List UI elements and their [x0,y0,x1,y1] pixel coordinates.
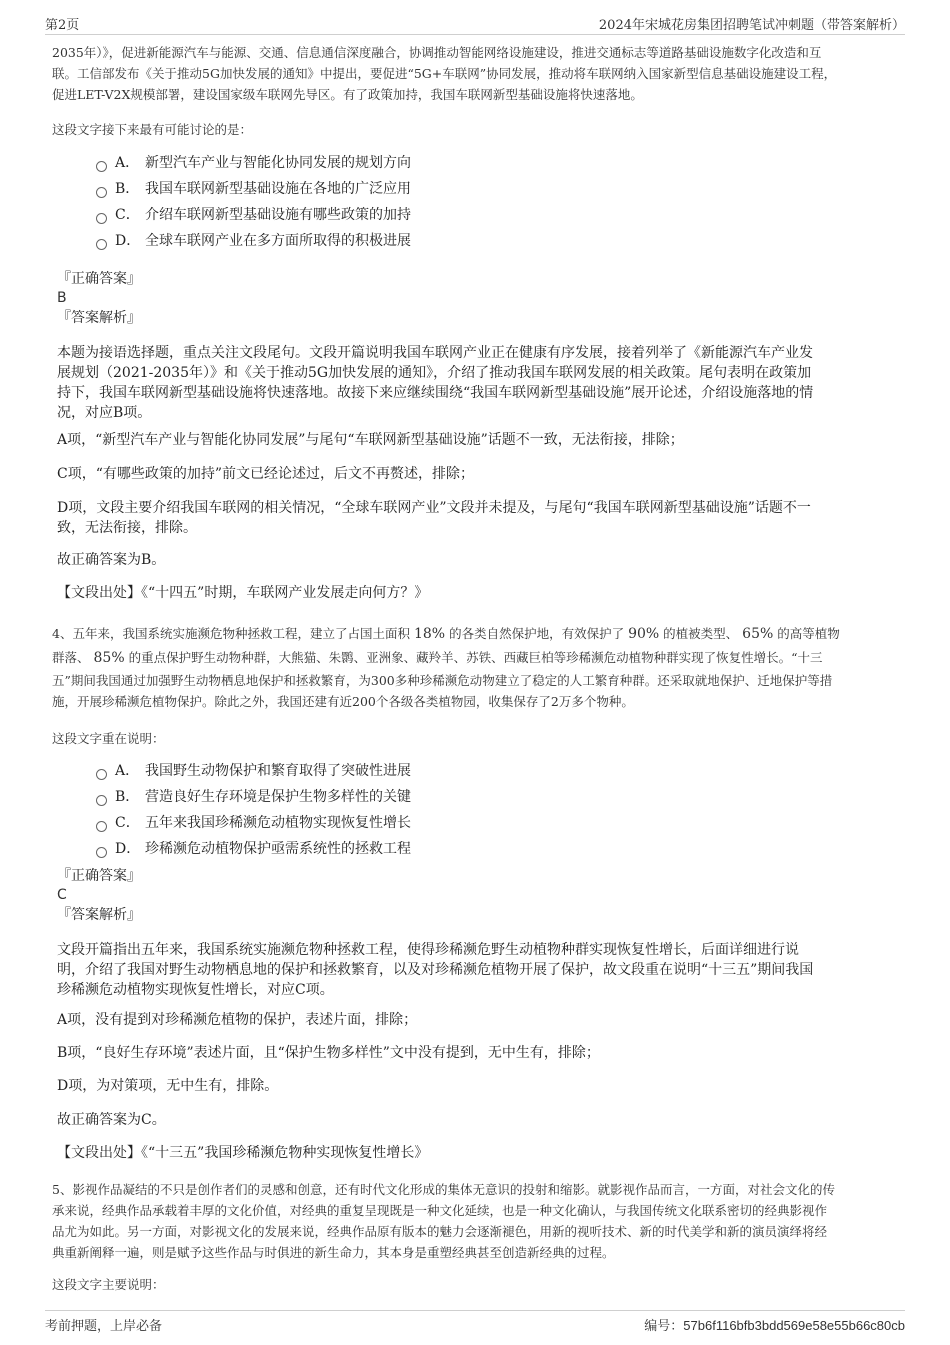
document-code [644,1315,905,1334]
option-letter: B． [115,789,140,805]
q3-passage-line: 2035年）》，促进新能源汽车与能源、交通、信息通信深度融合，协调推动智能网络设施建设，推进交通标志等道路基础设施数字化改造和互 [52,45,822,60]
q4-option-a[interactable] [96,758,411,784]
source-text: 【文段出处】《“十三五”我国珍稀濒危物种实现恢复性增长》 [57,1145,429,1161]
q3-note-a [57,430,891,450]
correct-answer: C [57,887,67,903]
q3-conclusion [57,550,891,570]
q3-answer-block [57,269,891,328]
q4-note-a [57,1010,891,1030]
q4-note-b [57,1043,891,1063]
note-text: A项，没有提到对珍稀濒危植物的保护，表述片面，排除； [57,1012,418,1028]
q5-passage-line: 承来说，经典作品承载着丰厚的文化价值，对经典的重复呈现既是一种文化延续，也是一种文化确认，与我国传统文化联系密切的经典影视作 [52,1203,828,1218]
analysis-line: 持下，我国车联网新型基础设施将快速落地。故接下来应继续围绕“我国车联网新型基础设施”展开论述，介绍设施落地的情 [57,385,814,401]
note-text: A项，“新型汽车产业与智能化协同发展”与尾句“车联网新型基础设施”话题不一致，无法衔接，排除； [57,432,684,448]
radio-icon[interactable] [96,161,107,172]
q5-prompt [52,1275,896,1293]
q5-passage [52,1179,896,1263]
correct-answer-label: 『正确答案』 [57,271,141,287]
analysis-line: 明，介绍了我国对野生动物栖息地的保护和拯救繁育，以及对珍稀濒危植物开展了保护，故文段重在说明“十三五”期间我国 [57,962,814,978]
option-text: 营造良好生存环境是保护生物多样性的关键 [145,789,411,805]
q3-prompt-text: 这段文字接下来最有可能讨论的是： [52,122,253,137]
analysis-label: 『答案解析』 [57,310,141,326]
q3-prompt [52,120,896,138]
q4-note-d [57,1076,891,1096]
analysis-line: 况，对应B项。 [57,405,152,421]
q3-note-c [57,464,891,484]
q4-options [96,758,411,862]
analysis-line: 展规划（2021-2035年）》和《关于推动5G加快发展的通知》，介绍了推动我国车联网发展的相关政策。尾句表明在政策加 [57,365,812,381]
q4-source [57,1143,891,1163]
option-text: 全球车联网产业在多方面所取得的积极进展 [145,233,411,249]
q4-passage-line [52,646,896,670]
code-value: 57b6f116bfb3bdd569e58e55b66c80cb [683,1318,905,1333]
option-letter: A． [115,155,140,171]
q4-analysis [57,940,891,1000]
note-text: D项，文段主要介绍我国车联网的相关情况，“全球车联网产业”文段并未提及，与尾句“我国车联网新型基础设施”话题不一 [57,500,811,516]
q3-note-d [57,498,891,538]
text-run: 4、五年来，我国系统实施濒危物种拯救工程，建立了占国土面积 [52,626,410,641]
note-text: D项，为对策项，无中生有，排除。 [57,1078,279,1094]
correct-answer: B [57,290,67,306]
q4-option-b[interactable] [96,784,411,810]
option-text: 新型汽车产业与智能化协同发展的规划方向 [145,155,411,171]
q5-prompt-text: 这段文字主要说明： [52,1277,165,1292]
q4-option-d[interactable] [96,836,411,862]
document-title: 2024年宋城花房集团招聘笔试冲刺题（带答案解析） [598,18,905,33]
note-text: C项，“有哪些政策的加持”前文已经论述过，后文不再赘述，排除； [57,466,475,482]
q4-passage-line: 施，开展珍稀濒危植物保护。除此之外，我国还建有近200个各级各类植物园，收集保存了2万多个物种。 [52,694,634,709]
analysis-line: 本题为接语选择题，重点关注文段尾句。文段开篇说明我国车联网产业正在健康有序发展，接着列举了《新能源汽车产业发 [57,345,813,361]
q3-passage [52,42,896,105]
option-text: 介绍车联网新型基础设施有哪些政策的加持 [145,207,411,223]
analysis-line: 文段开篇指出五年来，我国系统实施濒危物种拯救工程，使得珍稀濒危野生动植物种群实现恢复性增长，后面详细进行说 [57,942,799,958]
q3-option-c[interactable] [96,202,411,228]
correct-answer-label: 『正确答案』 [57,868,141,884]
page-header [45,10,905,35]
q3-passage-line: 促进LET-V2X规模部署，建设国家级车联网先导区。有了政策加持，我国车联网新型基础设施将快速落地。 [52,87,643,102]
option-text: 我国野生动物保护和繁育取得了突破性进展 [145,763,411,779]
radio-icon[interactable] [96,239,107,250]
option-letter: A． [115,763,140,779]
q4-answer-block [57,866,891,925]
q4-passage-line: 五”期间我国通过加强野生动物栖息地保护和拯救繁育，为300多种珍稀濒危动物建立了稳定的人工繁育种群。还采取就地保护、迁地保护等措 [52,673,833,688]
q3-source [57,583,891,603]
option-letter: B． [115,181,140,197]
percentage: 85% [93,650,125,666]
text-run: 的各类自然保护地，有效保护了 [449,626,625,641]
radio-icon[interactable] [96,795,107,806]
text-run: 的重点保护野生动物种群，大熊猫、朱鹮、亚洲象、藏羚羊、苏铁、西藏巨柏等珍稀濒危动植物种群实现了恢复性增长。“十三 [128,650,823,665]
q3-analysis [57,343,891,423]
radio-icon[interactable] [96,187,107,198]
radio-icon[interactable] [96,769,107,780]
option-letter: C． [115,815,140,831]
percentage: 18% [413,626,446,642]
q5-passage-line: 5、影视作品凝结的不只是创作者们的灵感和创意，还有时代文化形成的集体无意识的投射和缩影。就影视作品而言，一方面，对社会文化的传 [52,1182,835,1197]
note-text: B项，“良好生存环境”表述片面，且“保护生物多样性”文中没有提到，无中生有，排除； [57,1045,600,1061]
q5-passage-line: 品尤为如此。另一方面，对影视文化的发展来说，经典作品原有版本的魅力会逐渐褪色，用新的视听技术、新的时代美学和新的演员演绎将经 [52,1224,828,1239]
conclusion-text: 故正确答案为C。 [57,1112,166,1128]
text-run: 的植被类型、 [663,626,739,641]
radio-icon[interactable] [96,821,107,832]
radio-icon[interactable] [96,847,107,858]
q4-prompt [52,729,896,747]
source-text: 【文段出处】《“十四五”时期，车联网产业发展走向何方？》 [57,585,429,601]
option-text: 我国车联网新型基础设施在各地的广泛应用 [145,181,411,197]
q5-passage-line: 典重新阐释一遍，则是赋予这些作品与时俱进的新生命力，其本身是重塑经典甚至创造新经典的过程。 [52,1245,615,1260]
text-run: 群落、 [52,650,90,665]
q3-option-a[interactable] [96,150,411,176]
page-footer [45,1310,905,1333]
radio-icon[interactable] [96,213,107,224]
option-text: 五年来我国珍稀濒危动植物实现恢复性增长 [145,815,411,831]
note-text: 致，无法衔接，排除。 [57,520,197,536]
footer-slogan: 考前押题，上岸必备 [45,1319,163,1334]
q4-option-c[interactable] [96,810,411,836]
q4-passage-line [52,622,896,646]
q3-option-d[interactable] [96,228,411,254]
option-letter: D． [115,841,141,857]
q4-prompt-text: 这段文字重在说明： [52,731,165,746]
option-text: 珍稀濒危动植物保护亟需系统性的拯救工程 [145,841,411,857]
q3-passage-line: 联。工信部发布《关于推动5G加快发展的通知》中提出，要促进“5G+车联网”协同发展，推动将车联网纳入国家新型信息基础设施建设工程， [52,66,837,81]
percentage: 65% [742,626,774,642]
q4-passage [52,622,896,712]
text-run: 的高等植物 [777,626,840,641]
q3-option-b[interactable] [96,176,411,202]
q3-options [96,150,411,254]
option-letter: C． [115,207,140,223]
page-number: 第2页 [45,18,80,33]
conclusion-text: 故正确答案为B。 [57,552,166,568]
percentage: 90% [628,626,660,642]
q4-conclusion [57,1110,891,1130]
analysis-label: 『答案解析』 [57,907,141,923]
option-letter: D． [115,233,141,249]
analysis-line: 珍稀濒危动植物实现恢复性增长，对应C项。 [57,982,334,998]
code-label: 编号： [644,1319,684,1334]
